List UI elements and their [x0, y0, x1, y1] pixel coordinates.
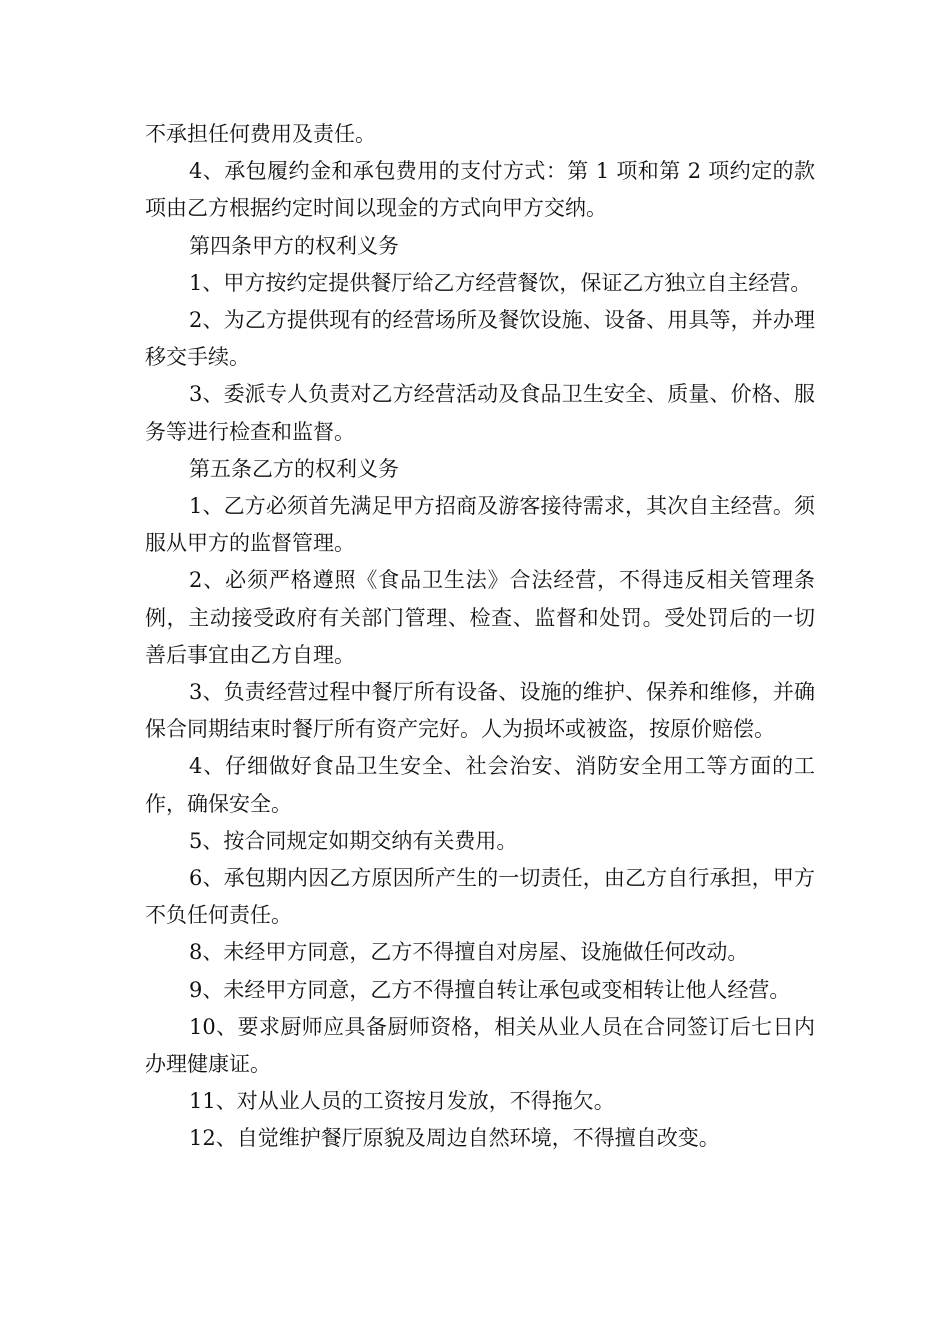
paragraph-party-b-item-2: 2、必须严格遵照《食品卫生法》合法经营，不得违反相关管理条例，主动接受政府有关部门管理、检查、监督和处罚。受处罚后的一切善后事宜由乙方自理。 — [145, 568, 815, 667]
paragraph-party-b-item-1: 1、乙方必须首先满足甲方招商及游客接待需求，其次自主经营。须服从甲方的监督管理。 — [145, 494, 815, 556]
paragraph-party-b-item-6: 6、承包期内因乙方原因所产生的一切责任，由乙方自行承担，甲方不负任何责任。 — [145, 866, 815, 928]
paragraph-party-a-item-2: 2、为乙方提供现有的经营场所及餐饮设施、设备、用具等，并办理移交手续。 — [145, 308, 815, 370]
paragraph-party-b-item-10: 10、要求厨师应具备厨师资格，相关从业人员在合同签订后七日内办理健康证。 — [145, 1014, 815, 1077]
document-body — [145, 116, 815, 1158]
paragraph-party-b-item-8: 8、未经甲方同意，乙方不得擅自对房屋、设施做任何改动。 — [189, 940, 749, 965]
paragraph-party-a-item-3: 3、委派专人负责对乙方经营活动及食品卫生安全、质量、价格、服务等进行检查和监督。 — [145, 382, 815, 444]
paragraph-party-b-item-11: 11、对从业人员的工资按月发放，不得拖欠。 — [189, 1089, 615, 1114]
paragraph-party-b-item-3: 3、负责经营过程中餐厅所有设备、设施的维护、保养和维修，并确保合同期结束时餐厅所有资产完好。人为损坏或被盗，按原价赔偿。 — [145, 680, 815, 742]
paragraph-party-b-item-9: 9、未经甲方同意，乙方不得擅自转让承包或变相转让他人经营。 — [189, 977, 791, 1002]
paragraph-payment-method: 4、承包履约金和承包费用的支付方式：第 1 项和第 2 项约定的款项由乙方根据约定时间以现金的方式向甲方交纳。 — [145, 159, 815, 221]
paragraph-party-b-item-4: 4、仔细做好食品卫生安全、社会治安、消防安全用工等方面的工作，确保安全。 — [145, 754, 815, 816]
paragraph-party-a-item-1: 1、甲方按约定提供餐厅给乙方经营餐饮，保证乙方独立自主经营。 — [189, 270, 812, 295]
paragraph-party-b-item-5: 5、按合同规定如期交纳有关费用。 — [189, 828, 518, 853]
paragraph-continuation: 不承担任何费用及责任。 — [145, 122, 376, 146]
paragraph-party-b-item-12: 12、自觉维护餐厅原貌及周边自然环境，不得擅自改变。 — [189, 1126, 720, 1151]
section-heading-article-5: 第五条乙方的权利义务 — [189, 456, 399, 481]
section-heading-article-4: 第四条甲方的权利义务 — [189, 233, 399, 258]
